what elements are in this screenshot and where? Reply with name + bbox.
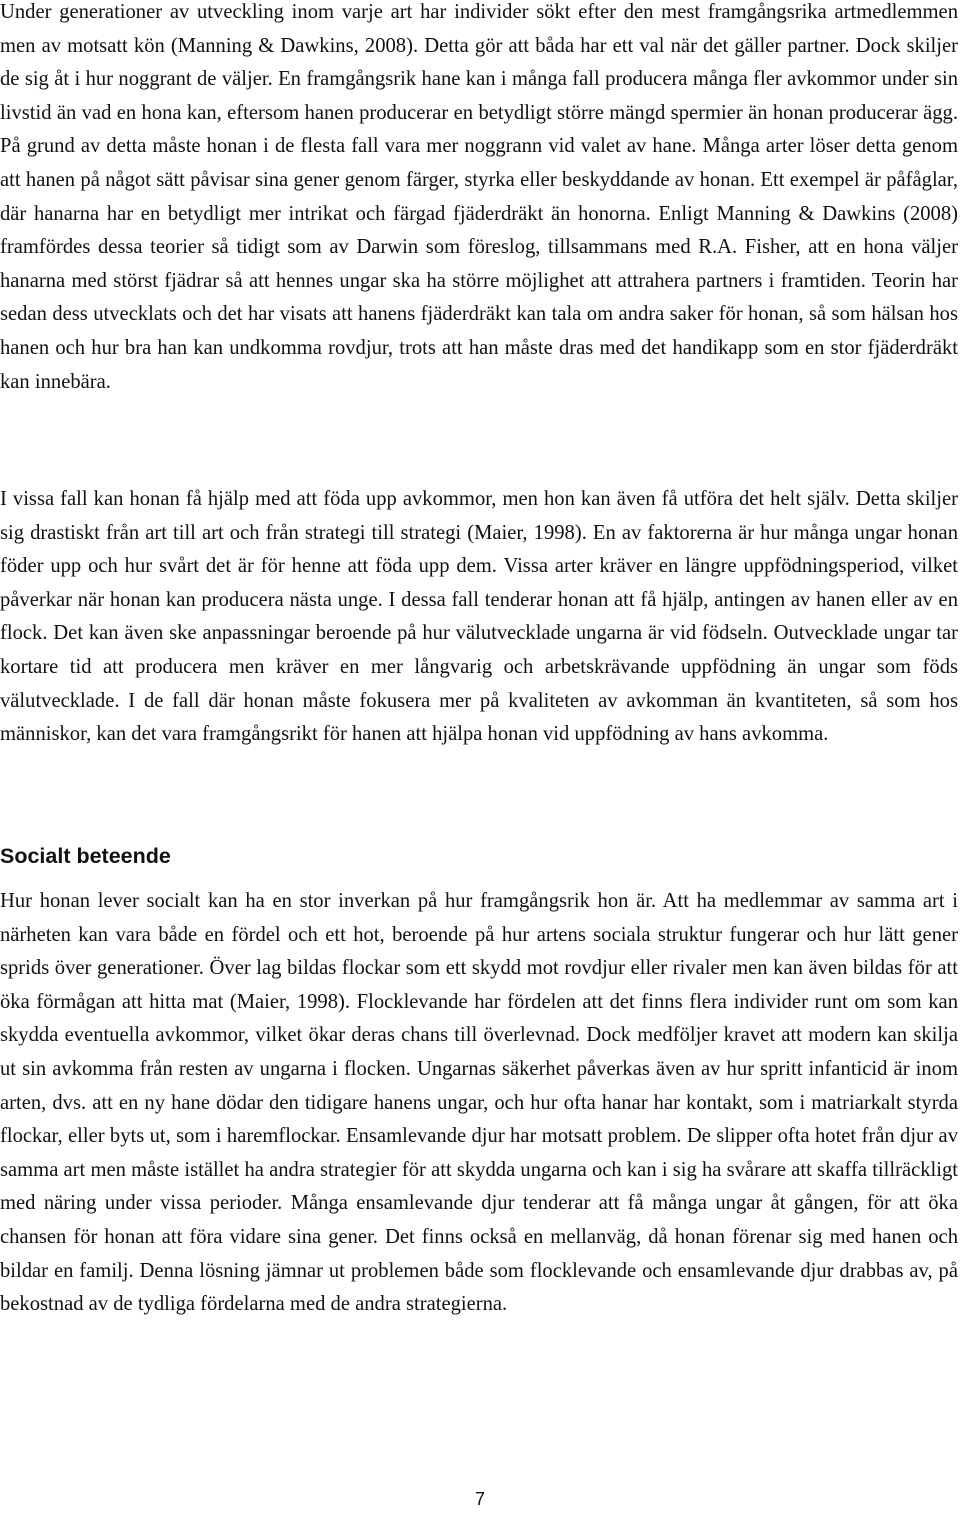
section-heading: Socialt beteende bbox=[0, 844, 171, 868]
page-number: 7 bbox=[474, 1489, 485, 1509]
body-paragraph: I vissa fall kan honan få hjälp med att föda upp avkommor, men hon kan även få utföra det helt själv. Detta skiljer sig drastiskt från art till art och från strategi till strategi (Maier, 1998). En av faktorerna är hur många ungar honan föder upp och hur svårt det är för henne att föda upp dem. Vissa arter kräver en längre uppfödningsperiod, vilket påverkar när honan kan producera nästa unge. I dessa fall tenderar honan att få hjälp, antingen av hanen eller av en flock. Det kan även ske anpassningar beroende på hur välutvecklade ungarna är vid födseln. Outvecklade ungar tar kortare tid att producera men kräver en mer långvarig och arbetskrävande uppfödning än ungar som föds välutvecklade. I de fall där honan måste fokusera mer på kvaliteten av avkomman än kvantiteten, så som hos människor, kan det vara framgångsrikt för hanen att hjälpa honan vid uppfödning av hans avkomma. bbox=[0, 488, 958, 746]
section-paragraph: Hur honan lever socialt kan ha en stor inverkan på hur framgångsrik hon är. Att ha medlemmar av samma art i närheten kan vara både en fördel och ett hot, beroende på hur artens sociala struktur fungerar och hur lätt gener sprids över generationer. Över lag bildas flockar som ett skydd mot rovdjur eller rivaler men kan även bildas för att öka förmågan att hitta mat (Maier, 1998). Flocklevande har fördelen att det finns flera individer runt om som kan skydda eventuella avkommor, vilket ökar deras chans till överlevnad. Dock medföljer kravet att modern kan skilja ut sin avkomma från resten av ungarna i flocken. Ungarnas säkerhet påverkas även av hur spritt infanticid är inom arten, dvs. att en ny hane dödar den tidigare hanens ungar, och hur ofta hanar har kontakt, som i matriarkalt styrda flockar, eller byts ut, som i haremflockar. Ensamlevande djur har motsatt problem. De slipper ofta hotet från djur av samma art men måste istället ha andra strategier för att skydda ungarna och kan i sig ha svårare att skaffa tillräckligt med näring under vissa perioder. Många ensamlevande djur tenderar att få många ungar åt gången, för att öka chansen för honan att föra vidare sina gener. Det finns också en mellanväg, då honan förenar sig med hanen och bildar en familj. Denna lösning jämnar ut problemen både som flocklevande och ensamlevande djur drabbas av, på bekostnad av de tydliga fördelarna med de andra strategierna. bbox=[0, 890, 958, 1316]
body-paragraph: Under generationer av utveckling inom varje art har individer sökt efter den mest framgångsrika artmedlemmen men av motsatt kön (Manning & Dawkins, 2008). Detta gör att båda har ett val när det gäller partner. Dock skiljer de sig åt i hur noggrant de väljer. En framgångsrik hane kan i många fall producera många fler avkommor under sin livstid än vad en hona kan, eftersom hanen producerar en betydligt större mängd spermier än honan producerar ägg. På grund av detta måste honan i de flesta fall vara mer noggrann vid valet av hane. Många arter löser detta genom att hanen på något sätt påvisar sina gener genom färger, styrka eller beskyddande av honan. Ett exempel är påfåglar, där hanarna har en betydligt mer intrikat och färgad fjäderdräkt än honorna. Enligt Manning & Dawkins (2008) framfördes dessa teorier så tidigt som av Darwin som föreslog, tillsammans med R.A. Fisher, att en hona väljer hanarna med störst fjädrar så att hennes ungar ska ha större möjlighet att attrahera partners i framtiden. Teorin har sedan dess utvecklats och det har visats att hanens fjäderdräkt kan tala om andra saker för honan, så som hälsan hos hanen och hur bra han kan undkomma rovdjur, trots att han måste dras med det handikapp som en stor fjäderdräkt kan innebära. bbox=[0, 1, 958, 393]
